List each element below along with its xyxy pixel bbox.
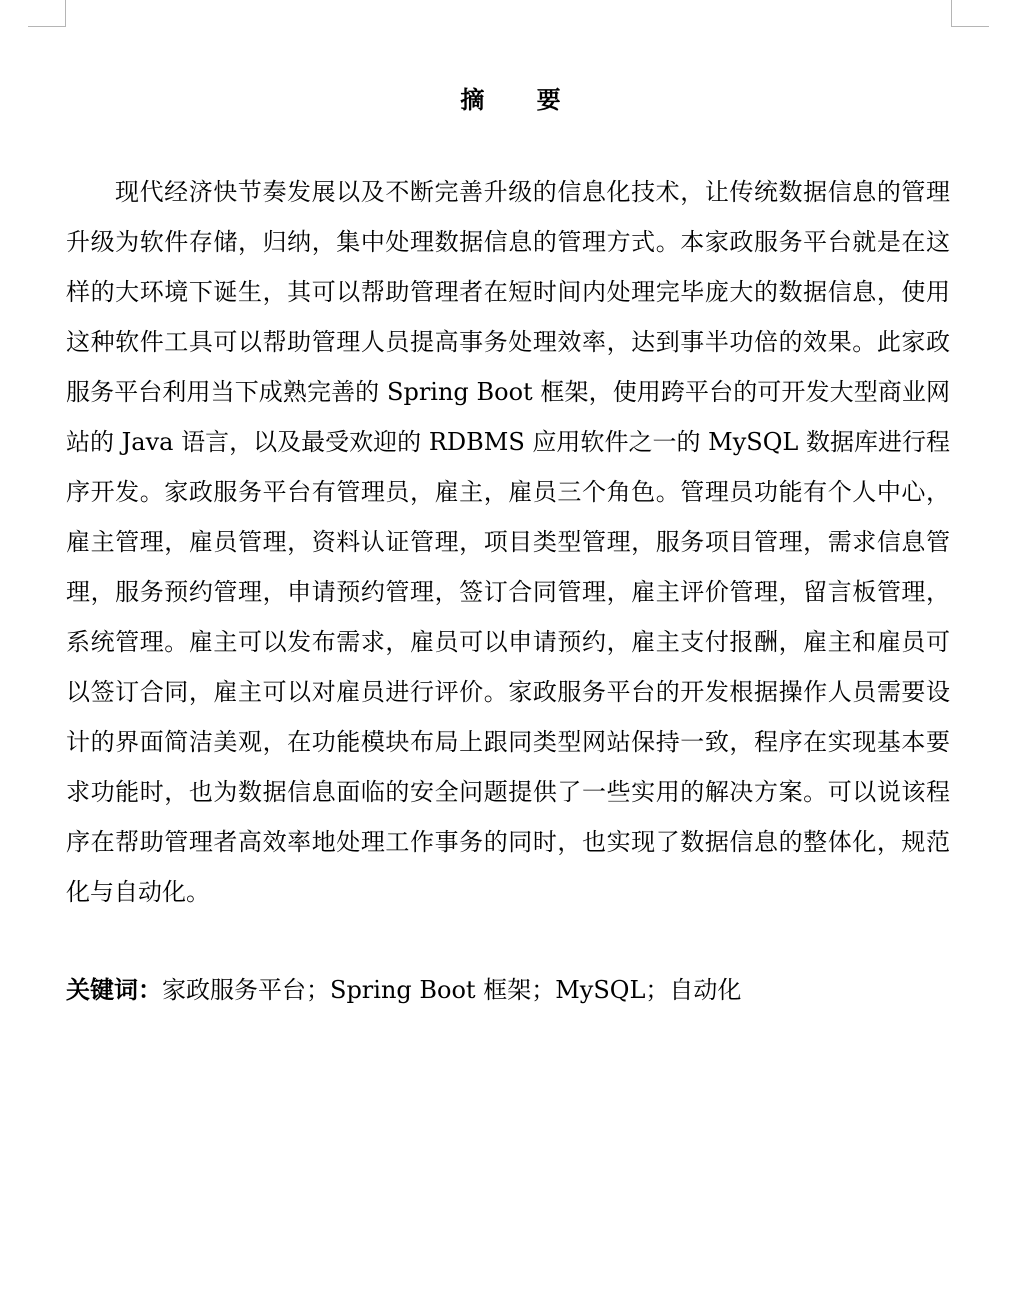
keywords-line xyxy=(66,965,950,1015)
keywords-text: 家政服务平台；Spring Boot 框架；MySQL；自动化 xyxy=(162,976,742,1004)
page-corner-mark-top-right xyxy=(951,0,989,27)
page-corner-mark-top-left xyxy=(28,0,66,27)
abstract-heading: 摘 要 xyxy=(460,85,583,114)
abstract-paragraph: 现代经济快节奏发展以及不断完善升级的信息化技术，让传统数据信息的管理升级为软件存储，归纳，集中处理数据信息的管理方式。本家政服务平台就是在这样的大环境下诞生，其可以帮助管理者在短时间内处理完毕庞大的数据信息，使用这种软件工具可以帮助管理人员提高事务处理效率，达到事半功倍的效果。此家政服务平台利用当下成熟完善的 Spring Boot 框架，使用跨平台的可开发大型商业网站的 Java 语言，以及最受欢迎的 RDBMS 应用软件之一的 MySQL 数据库进行程序开发。家政服务平台有管理员，雇主，雇员三个角色。管理员功能有个人中心，雇主管理，雇员管理，资料认证管理，项目类型管理，服务项目管理，需求信息管理，服务预约管理，申请预约管理，签订合同管理，雇主评价管理，留言板管理，系统管理。雇主可以发布需求，雇员可以申请预约，雇主支付报酬，雇主和雇员可以签订合同，雇主可以对雇员进行评价。家政服务平台的开发根据操作人员需要设计的界面简洁美观，在功能模块布局上跟同类型网站保持一致，程序在实现基本要求功能时，也为数据信息面临的安全问题提供了一些实用的解决方案。可以说该程序在帮助管理者高效率地处理工作事务的同时，也实现了数据信息的整体化，规范化与自动化。 xyxy=(66,178,950,906)
keywords-label: 关键词： xyxy=(66,975,162,1004)
